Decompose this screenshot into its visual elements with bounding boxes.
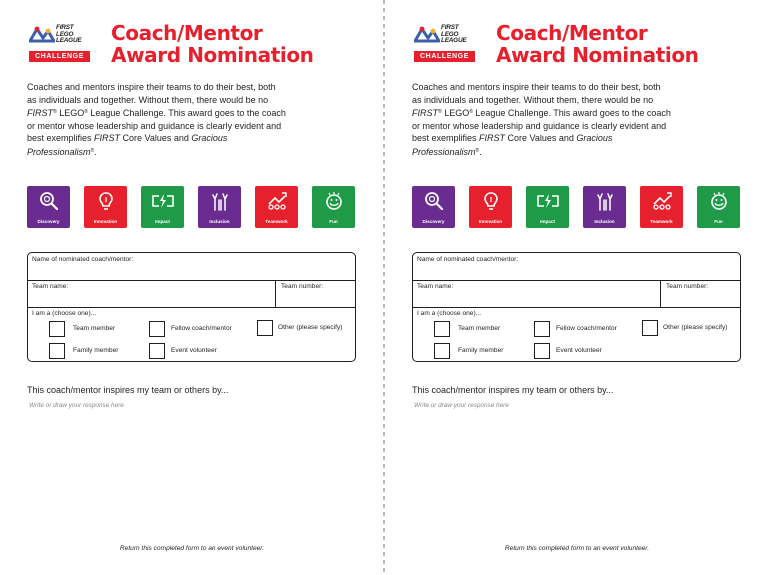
team-member-checkbox[interactable]: [49, 321, 65, 337]
core-values-row: [412, 186, 742, 228]
value-inclusion: Inclusion: [198, 186, 241, 228]
team-number-label: Team number:: [281, 283, 324, 290]
value-teamwork: Teamwork: [255, 186, 298, 228]
fll-mark-icon: [29, 24, 55, 46]
role-prompt: I am a (choose one)...: [417, 310, 482, 317]
arrows-icon: [150, 190, 176, 212]
fellow-coach-checkbox[interactable]: [534, 321, 550, 337]
intro-paragraph: Coaches and mentors inspire their teams to do their best, both as individuals and together. Without them, there would be no FIRST® LEGO® League Challenge. This award goes to the coach or mentor whose leadership and guidance is clearly evident and best exemplifies FIRST Core Values and Gracious Professionalism®.: [412, 82, 671, 157]
team-number-label: Team number:: [666, 283, 709, 290]
page-title: Coach/Mentor Award Nomination: [111, 21, 314, 67]
team-member-label: Team member: [73, 325, 116, 332]
footer-note: Return this completed form to an event volunteer.: [119, 545, 265, 552]
team-name-label: Team name:: [32, 283, 69, 290]
team-icon: [650, 190, 674, 212]
response-hint[interactable]: Write or draw your response here: [414, 402, 509, 409]
fellow-coach-label: Fellow coach/mentor: [171, 325, 232, 332]
event-volunteer-label: Event volunteer: [171, 347, 217, 354]
fll-logo: [414, 24, 476, 64]
team-member-checkbox[interactable]: [434, 321, 450, 337]
team-member-label: Team member: [458, 325, 501, 332]
family-member-label: Family member: [458, 347, 504, 354]
form-header: [29, 22, 329, 68]
value-impact: Impact: [526, 186, 569, 228]
team-icon: [265, 190, 289, 212]
logo-wordmark: FIRST LEGO LEAGUE: [441, 24, 467, 45]
challenge-badge: CHALLENGE: [29, 51, 90, 62]
logo-wordmark: FIRST LEGO LEAGUE: [56, 24, 82, 45]
nominee-name-label: Name of nominated coach/mentor:: [417, 256, 519, 263]
lightbulb-icon: [480, 190, 502, 212]
magnifier-icon: [423, 190, 445, 212]
other-label: Other (please specify): [278, 324, 343, 331]
arrows-icon: [535, 190, 561, 212]
nomination-form-right: [385, 0, 768, 575]
hands-icon: [209, 190, 231, 212]
other-checkbox[interactable]: [642, 320, 658, 336]
footer-note: Return this completed form to an event volunteer.: [504, 545, 650, 552]
role-prompt: I am a (choose one)...: [32, 310, 97, 317]
value-discovery: Discovery: [412, 186, 455, 228]
form-header: [414, 22, 714, 68]
other-checkbox[interactable]: [257, 320, 273, 336]
core-values-row: [27, 186, 357, 228]
family-member-checkbox[interactable]: [49, 343, 65, 359]
value-fun: Fun: [312, 186, 355, 228]
family-member-label: Family member: [73, 347, 119, 354]
intro-paragraph: Coaches and mentors inspire their teams to do their best, both as individuals and together. Without them, there would be no FIRST® LEGO® League Challenge. This award goes to the coach or mentor whose leadership and guidance is clearly evident and best exemplifies FIRST Core Values and Gracious Professionalism®.: [27, 82, 286, 157]
fellow-coach-label: Fellow coach/mentor: [556, 325, 617, 332]
value-impact: Impact: [141, 186, 184, 228]
event-volunteer-checkbox[interactable]: [149, 343, 165, 359]
magnifier-icon: [38, 190, 60, 212]
inspires-prompt: This coach/mentor inspires my team or others by...: [412, 385, 614, 395]
nomination-fields: [412, 252, 741, 362]
event-volunteer-checkbox[interactable]: [534, 343, 550, 359]
fellow-coach-checkbox[interactable]: [149, 321, 165, 337]
team-name-label: Team name:: [417, 283, 454, 290]
event-volunteer-label: Event volunteer: [556, 347, 602, 354]
lightbulb-icon: [95, 190, 117, 212]
nominee-name-label: Name of nominated coach/mentor:: [32, 256, 134, 263]
other-label: Other (please specify): [663, 324, 728, 331]
hands-icon: [594, 190, 616, 212]
challenge-badge: CHALLENGE: [414, 51, 475, 62]
fll-mark-icon: [414, 24, 440, 46]
value-discovery: Discovery: [27, 186, 70, 228]
fll-logo: [29, 24, 91, 64]
response-hint[interactable]: Write or draw your response here: [29, 402, 124, 409]
value-teamwork: Teamwork: [640, 186, 683, 228]
page-title: Coach/Mentor Award Nomination: [496, 21, 699, 67]
value-innovation: Innovation: [469, 186, 512, 228]
value-innovation: Innovation: [84, 186, 127, 228]
inspires-prompt: This coach/mentor inspires my team or others by...: [27, 385, 229, 395]
value-inclusion: Inclusion: [583, 186, 626, 228]
value-fun: Fun: [697, 186, 740, 228]
smiley-icon: [323, 190, 345, 212]
family-member-checkbox[interactable]: [434, 343, 450, 359]
nomination-fields: [27, 252, 356, 362]
smiley-icon: [708, 190, 730, 212]
